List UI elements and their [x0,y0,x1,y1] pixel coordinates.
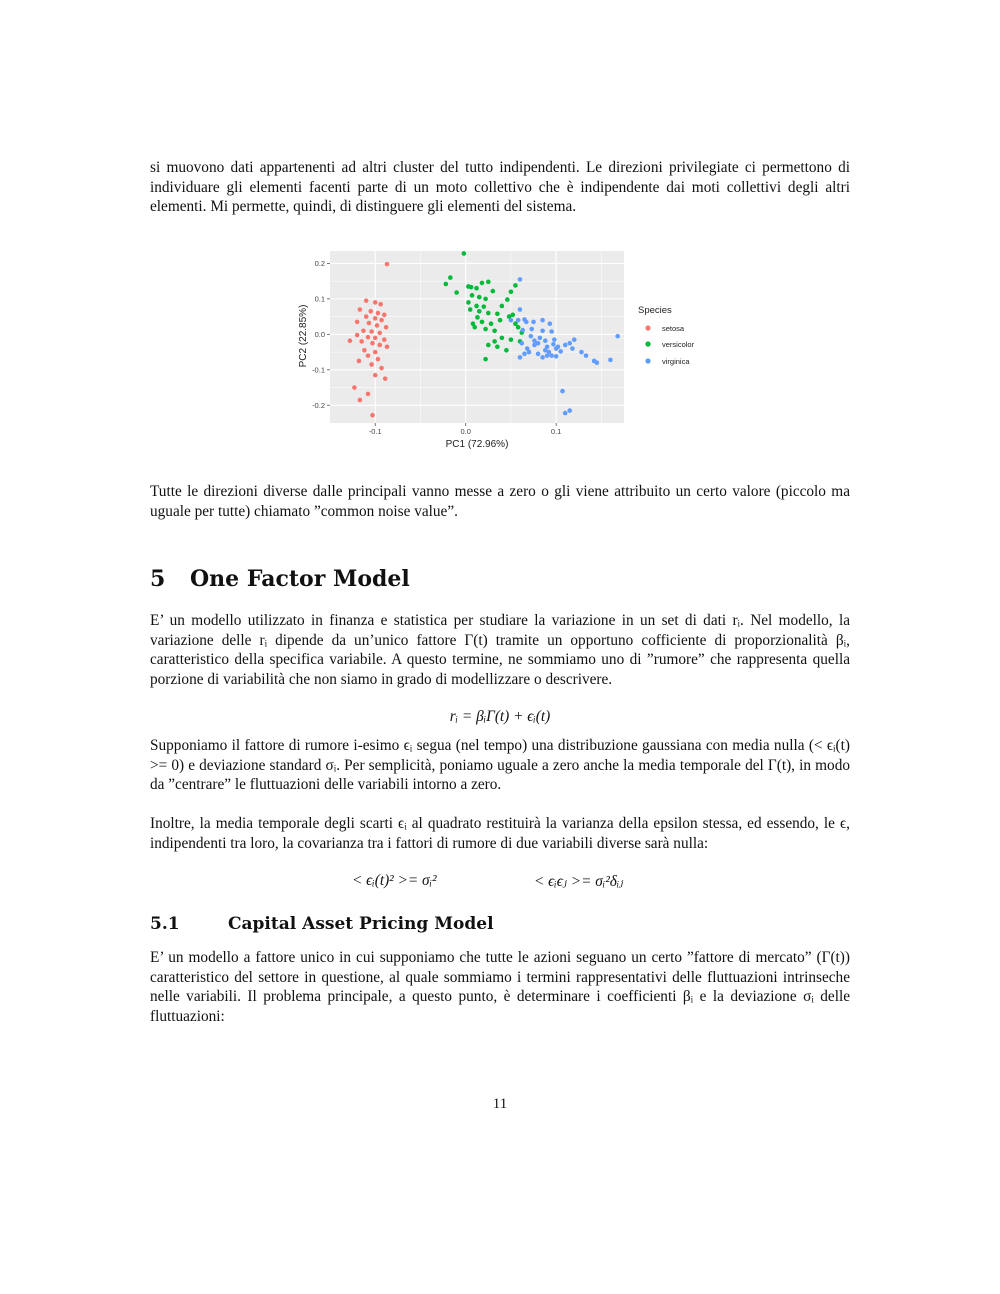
data-point-versicolor [483,297,488,302]
data-point-virginica [540,355,545,360]
subsection-title: Capital Asset Pricing Model [228,914,494,934]
data-point-virginica [554,354,559,359]
data-point-setosa [373,316,378,321]
data-point-versicolor [480,281,485,286]
data-point-setosa [358,307,363,312]
data-point-virginica [536,352,541,357]
data-point-virginica [540,328,545,333]
data-point-versicolor [504,348,509,353]
equation-one-factor: rᵢ = βᵢΓ(t) + ϵᵢ(t) [449,708,551,725]
data-point-versicolor [470,293,475,298]
data-point-setosa [383,376,388,381]
after-figure-paragraph: Tutte le direzioni diverse dalle principali vanno messe a zero o gli viene attribuito un certo valore (piccolo ma uguale per tutte) chiamato ”common noise value”. [150,483,850,520]
data-point-setosa [370,341,375,346]
data-point-versicolor [492,328,497,333]
data-point-versicolor [492,339,497,344]
intro-paragraph: si muovono dati appartenenti ad altri cluster del tutto indipendenti. Le direzioni privilegiate ci permettono di individuare gli elementi facenti parte di un moto collettivo che è indipendente dai moti collettivi degli altri elementi. Mi permette, quindi, di distinguere gli elementi del sistema. [150,159,850,216]
y-tick-label: -0.2 [312,400,325,410]
data-point-versicolor [500,304,505,309]
data-point-virginica [547,350,552,355]
x-tick-label: 0.0 [460,427,471,436]
data-point-versicolor [469,285,474,290]
data-point-virginica [509,318,514,323]
data-point-versicolor [483,327,488,332]
data-point-setosa [384,325,389,330]
equation-variance: < ϵᵢ(t)² >= σᵢ² [352,872,437,889]
data-point-virginica [518,307,523,312]
data-point-setosa [362,348,367,353]
data-point-setosa [369,362,374,367]
data-point-setosa [373,300,378,305]
data-point-virginica [563,411,568,416]
data-point-virginica [518,277,523,282]
data-point-versicolor [495,344,500,349]
data-point-versicolor [448,275,453,280]
data-point-setosa [373,373,378,378]
data-point-virginica [529,334,534,339]
data-point-setosa [382,313,387,318]
data-point-setosa [357,359,362,364]
data-point-setosa [377,343,382,348]
data-point-virginica [548,321,553,326]
data-point-virginica [540,318,545,323]
data-point-virginica [572,337,577,342]
data-point-setosa [379,318,384,323]
data-point-versicolor [495,311,500,316]
x-tick-label: 0.1 [550,427,562,436]
data-point-versicolor [509,337,514,342]
x-axis-label: PC1 (72.96%) [445,439,509,450]
data-point-virginica [524,320,529,325]
legend-key-virginica [645,358,650,363]
data-point-virginica [516,318,521,323]
data-point-versicolor [462,251,467,256]
subsection-number: 5.1 [150,914,180,934]
data-point-versicolor [505,297,510,302]
section5-1-paragraph: E’ un modello a fattore unico in cui supponiamo che tutte le azioni seguano un certo ”fattore di mercato” (Γ(t)) caratteristico del settore in questione, al quale sommiamo i termini rappresentativi delle fluttuazioni intrinseche nelle variabili. Il problema principale, a questo punto, è determinare i coefficienti βᵢ e la deviazione σᵢ delle fluttuazioni: [150,949,850,1025]
data-point-virginica [615,334,620,339]
data-point-versicolor [498,318,503,323]
section-number: 5 [150,566,166,592]
data-point-versicolor [472,325,477,330]
data-point-virginica [608,358,613,363]
data-point-virginica [584,353,589,358]
data-point-virginica [536,341,541,346]
data-point-virginica [520,328,525,333]
pca-scatter-chart [296,246,716,458]
data-point-versicolor [474,286,479,291]
data-point-setosa [352,385,357,390]
legend-title: Species [638,305,672,316]
data-point-setosa [366,392,371,397]
data-point-virginica [570,346,575,351]
data-point-setosa [364,314,369,319]
data-point-virginica [579,350,584,355]
data-point-versicolor [477,295,482,300]
legend [638,305,695,366]
equation-covariance: < ϵᵢϵⱼ >= σᵢ²δᵢⱼ [534,873,624,890]
data-point-setosa [378,302,383,307]
legend-key-versicolor [645,341,650,346]
data-point-virginica [552,337,557,342]
data-point-virginica [543,338,548,343]
data-point-virginica [549,329,554,334]
y-tick-label: 0.2 [314,259,325,269]
data-point-versicolor [474,304,479,309]
data-point-virginica [567,341,572,346]
data-point-virginica [522,352,527,357]
data-point-setosa [355,320,360,325]
x-tick-label: -0.1 [368,427,382,436]
data-point-virginica [558,349,563,354]
data-point-setosa [358,398,363,403]
data-point-virginica [518,355,523,360]
data-point-setosa [348,338,353,343]
data-point-versicolor [454,290,459,295]
data-point-versicolor [468,307,473,312]
data-point-virginica [519,341,524,346]
data-point-setosa [366,335,371,340]
data-point-versicolor [509,289,514,294]
legend-label-setosa: setosa [662,324,685,333]
data-point-setosa [364,298,369,303]
data-point-virginica [538,336,543,341]
legend-key-setosa [645,325,650,330]
data-point-setosa [366,353,371,358]
data-point-setosa [382,337,387,342]
data-point-versicolor [466,300,471,305]
data-point-versicolor [483,357,488,362]
data-point-versicolor [486,343,491,348]
section5-paragraph-1: E’ un modello utilizzato in finanza e statistica per studiare la variazione in un set di dati rᵢ. Nel modello, la variazione delle rᵢ dipende da un’unico fattore Γ(t) tramite un opportuno cofficiente di proporzionalità βᵢ, caratteristico della specifica variabile. A questo termine, ne sommiamo uno di ”rumore” che rappresenta quella porzione di variabilità che non siamo in grado di modellizzare o descrivere. [150,612,850,688]
data-point-virginica [567,408,572,413]
section5-paragraph-3: Inoltre, la media temporale degli scarti ϵᵢ al quadrato restituirà la varianza della epsilon stessa, ed essendo, le ϵ, indipendenti tra loro, la covarianza tra i fattori di rumore di due variabili diverse sarà nulla: [150,815,850,852]
data-point-setosa [355,333,360,338]
page-number: 11 [492,1096,508,1112]
y-tick-label: -0.1 [312,365,325,375]
legend-label-versicolor: versicolor [662,340,695,349]
data-point-virginica [525,346,530,351]
data-point-setosa [369,329,374,334]
legend-label-virginica: virginica [662,357,690,366]
data-point-setosa [361,328,366,333]
y-tick-label: 0.1 [314,294,325,304]
data-point-setosa [376,357,381,362]
section-title: One Factor Model [190,566,410,592]
data-point-setosa [373,350,378,355]
data-point-setosa [385,262,390,267]
data-point-virginica [563,343,568,348]
data-point-versicolor [500,336,505,341]
data-point-setosa [385,344,390,349]
data-point-setosa [367,321,372,326]
data-point-versicolor [486,280,491,285]
y-axis-label: PC2 (22.85%) [298,304,309,368]
data-point-versicolor [513,283,518,288]
data-point-setosa [377,331,382,336]
subsection-heading-5-1 [150,914,494,934]
data-point-versicolor [481,304,486,309]
data-point-versicolor [486,311,491,316]
data-point-setosa [375,323,380,328]
data-point-setosa [370,413,375,418]
y-tick-label: 0.0 [314,329,325,339]
data-point-setosa [373,336,378,341]
data-point-virginica [529,327,534,332]
data-point-versicolor [516,325,521,330]
data-point-setosa [379,366,384,371]
section-heading-5 [150,566,410,592]
data-point-setosa [368,309,373,314]
data-point-virginica [592,359,597,364]
data-point-versicolor [475,315,480,320]
section5-paragraph-2: Supponiamo il fattore di rumore i-esimo ϵᵢ segua (nel tempo) una distribuzione gaussiana con media nulla (< ϵᵢ(t) >= 0) e deviazione standard σᵢ. Per semplicità, poniamo uguale a zero anche la media temporale del Γ(t), in modo da ”centrare” le fluttuazioni delle variabili intorno a zero. [150,737,850,794]
data-point-versicolor [491,289,496,294]
data-point-versicolor [510,313,515,318]
data-point-virginica [556,344,561,349]
data-point-versicolor [477,309,482,314]
data-point-setosa [376,311,381,316]
data-point-virginica [531,320,536,325]
data-point-versicolor [489,321,494,326]
data-point-virginica [551,342,556,347]
data-point-setosa [359,339,364,344]
data-point-virginica [560,389,565,394]
data-point-versicolor [443,282,448,287]
data-point-versicolor [480,320,485,325]
